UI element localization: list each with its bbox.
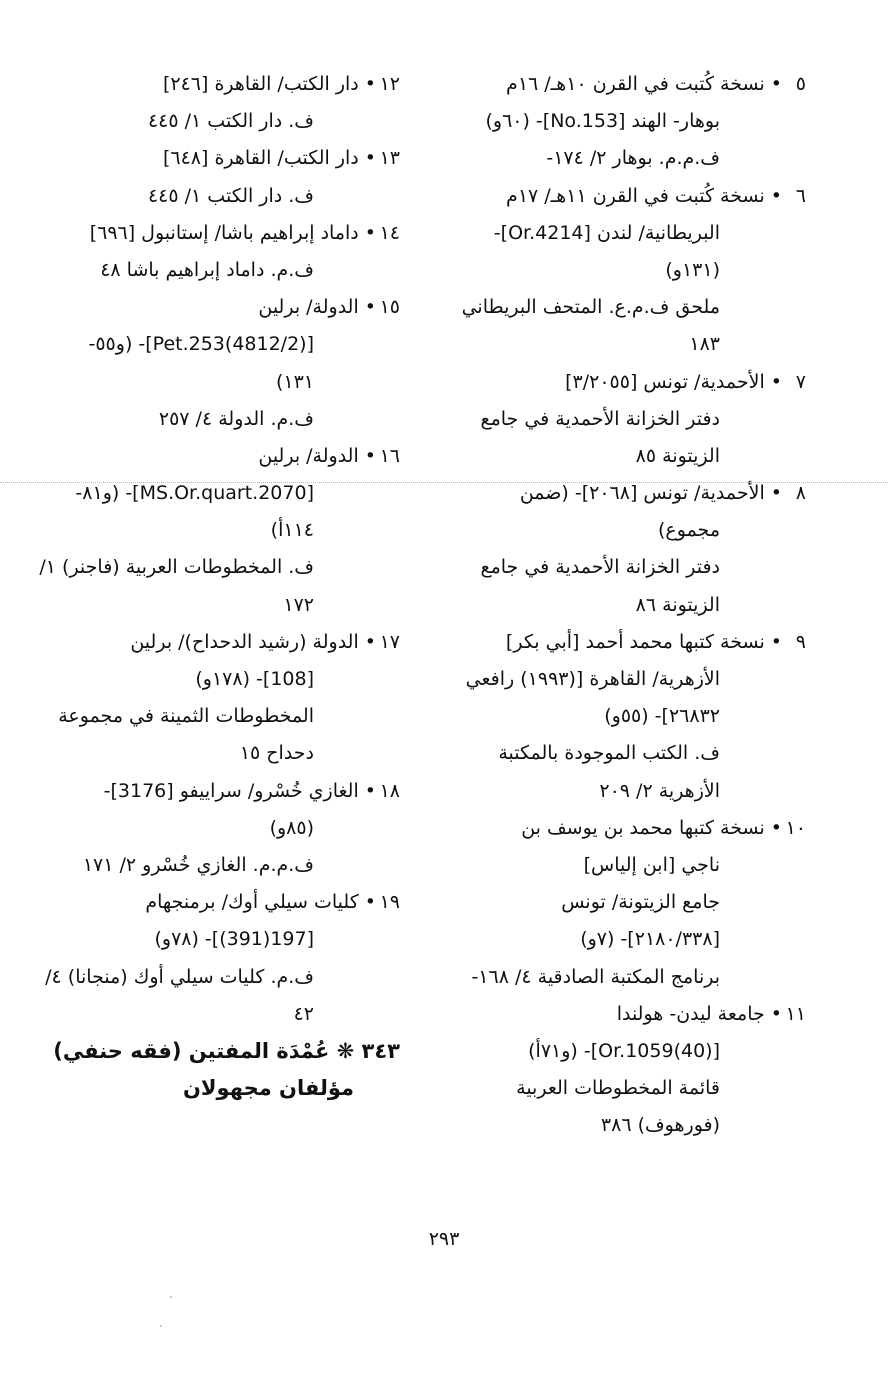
entry-number: ١٨ (379, 779, 400, 802)
entry-line: • كليات سيلي أوك/ برمنجهام (145, 891, 376, 914)
entry-line: • الأحمدية/ تونس [٣/٢٠٥٥] (565, 370, 782, 393)
entry-reference: ف.م. كليات سيلي أوك (منجانا) ٤/ (45, 965, 314, 988)
entry-line: [197(391)]- (٧٨و) (154, 928, 314, 951)
entry-reference: ف. المخطوطات العربية (فاجنر) ١/ (39, 556, 314, 579)
entry-reference: المخطوطات الثمينة في مجموعة (58, 705, 314, 728)
entry-number: ٥ (795, 73, 806, 95)
entry-number: ٧ (795, 370, 806, 393)
entry-line: ٢٦٨٣٢]- (٥٥و) (604, 705, 720, 728)
entry-line: (١٣١و) (665, 258, 720, 281)
entry-reference: ف. دار الكتب ١/ ٤٤٥ (147, 110, 314, 133)
entry-line: ناجي [ابن إلياس] (583, 853, 720, 876)
entry-line: [MS.Or.quart.2070]- (و٨١- (75, 482, 314, 505)
entry-reference: قائمة المخطوطات العربية (516, 1077, 720, 1100)
entry-reference: الزيتونة ٨٥ (635, 444, 720, 467)
entry-reference: ف. الكتب الموجودة بالمكتبة (498, 742, 720, 765)
entry-18 (56, 773, 400, 885)
entry-line: البريطانية/ لندن [Or.4214]- (493, 221, 720, 244)
entry-number: ١٤ (379, 221, 400, 244)
entry-line: مجموع) (658, 519, 720, 542)
entry-reference: دحداح ١٥ (239, 742, 314, 765)
entry-10 (436, 810, 806, 996)
entry-reference: ١٧٢ (283, 593, 314, 616)
left-column (39, 66, 400, 1107)
entry-number: ٩ (795, 630, 806, 653)
entry-reference: الزيتونة ٨٦ (635, 593, 720, 616)
entry-reference: (فورهوف) ٣٨٦ (600, 1114, 720, 1137)
scan-speck (170, 1296, 172, 1298)
entry-number: ١٦ (379, 444, 400, 467)
entry-reference: ٤٢ (293, 1002, 314, 1025)
entry-line: جامع الزيتونة/ تونس (561, 891, 720, 914)
entry-reference: الأزهرية ٢/ ٢٠٩ (599, 779, 720, 802)
entry-line: (٨٥و) (269, 816, 314, 839)
entry-reference: ملحق ف.م.ع. المتحف البريطاني (461, 296, 720, 319)
entry-reference: ف.م. الدولة ٤/ ٢٥٧ (158, 407, 314, 430)
entry-11 (436, 996, 806, 1145)
entry-line: • نسخة كُتبت في القرن ١١هـ/ ١٧م (506, 184, 782, 207)
entry-19 (45, 884, 400, 1033)
entry-line: • الدولة (رشيد الدحداح)/ برلين (130, 630, 376, 653)
entry-number: ١٥ (379, 296, 400, 319)
entry-line: • داماد إبراهيم باشا/ إستانبول [٦٩٦] (89, 221, 376, 244)
entry-line: • الدولة/ برلين (258, 444, 376, 467)
entry-line: ١١٤أ) (270, 519, 314, 542)
entry-reference: دفتر الخزانة الأحمدية في جامع (480, 407, 720, 430)
entry-reference: دفتر الخزانة الأحمدية في جامع (480, 556, 720, 579)
entry-17 (56, 624, 400, 773)
entry-line: • نسخة كتبها محمد أحمد [أبي بكر] (505, 630, 782, 653)
entry-line: • الدولة/ برلين (258, 296, 376, 319)
entry-9 (436, 624, 806, 810)
entry-6 (436, 178, 806, 364)
entry-number: ٨ (795, 482, 806, 505)
entry-reference: برنامج المكتبة الصادقية ٤/ ١٦٨- (471, 965, 720, 988)
entry-7 (436, 364, 806, 476)
entry-number: ١٩ (379, 891, 400, 914)
entry-number: ١٢ (379, 73, 400, 95)
new-entry-authors: مؤلفان مجهولان (182, 1076, 354, 1101)
right-column (436, 66, 806, 1144)
entry-line: • الغازي خُسْرو/ سراييفو [3176]- (103, 779, 376, 802)
new-entry-title: ٣٤٣ ❋ عُمْدَة المفتين (فقه حنفي) (53, 1038, 400, 1063)
entry-14 (56, 215, 400, 289)
entry-line: • نسخة كُتبت في القرن ١٠هـ/ ١٦م (506, 73, 782, 95)
entry-number: ١٠ (785, 816, 806, 839)
entry-8 (436, 475, 806, 624)
entry-line: [Or.1059(40)]- (و٧١أ) (528, 1039, 720, 1062)
entry-15 (56, 289, 400, 438)
entry-line: • دار الكتب/ القاهرة [٢٤٦] (162, 73, 376, 95)
entry-13 (56, 140, 400, 214)
entry-line: • نسخة كتبها محمد بن يوسف بن (521, 816, 782, 839)
page-number: ٢٩٣ (428, 1228, 460, 1250)
entry-number: ٦ (795, 184, 806, 207)
entry-line: [٢١٨٠/٣٣٨]- (٧و) (580, 928, 720, 951)
entry-reference: ف.م.م. بوهار ٢/ ١٧٤- (546, 147, 720, 170)
entry-reference: ف.م. داماد إبراهيم باشا ٤٨ (100, 258, 314, 281)
entry-line: [108]- (١٧٨و) (195, 668, 314, 690)
scan-speck (160, 1325, 162, 1327)
entry-line: بوهار- الهند [No.153]- (٦٠و) (485, 110, 720, 133)
entry-12 (56, 66, 400, 140)
entry-reference: ف.م.م. الغازي خُسْرو ٢/ ١٧١ (82, 853, 314, 876)
entry-number: ١١ (785, 1002, 806, 1025)
entry-16 (39, 438, 400, 624)
entry-line: الأزهرية/ القاهرة [(١٩٩٣) رافعي (465, 668, 720, 690)
entry-line: • جامعة ليدن- هولندا (616, 1002, 782, 1025)
entry-reference: ١٨٣ (689, 333, 720, 356)
entry-number: ١٣ (379, 147, 400, 170)
entry-line: ١٣١) (275, 370, 314, 393)
entry-line: [(4812/2)Pet.253]- (و٥٥- (88, 333, 314, 356)
entry-reference: ف. دار الكتب ١/ ٤٤٥ (147, 184, 314, 207)
entry-line: • دار الكتب/ القاهرة [٦٤٨] (162, 147, 376, 170)
entry-number: ١٧ (379, 630, 400, 653)
entry-line: • الأحمدية/ تونس [٢٠٦٨]- (ضمن (519, 482, 782, 505)
entry-5 (436, 66, 806, 178)
